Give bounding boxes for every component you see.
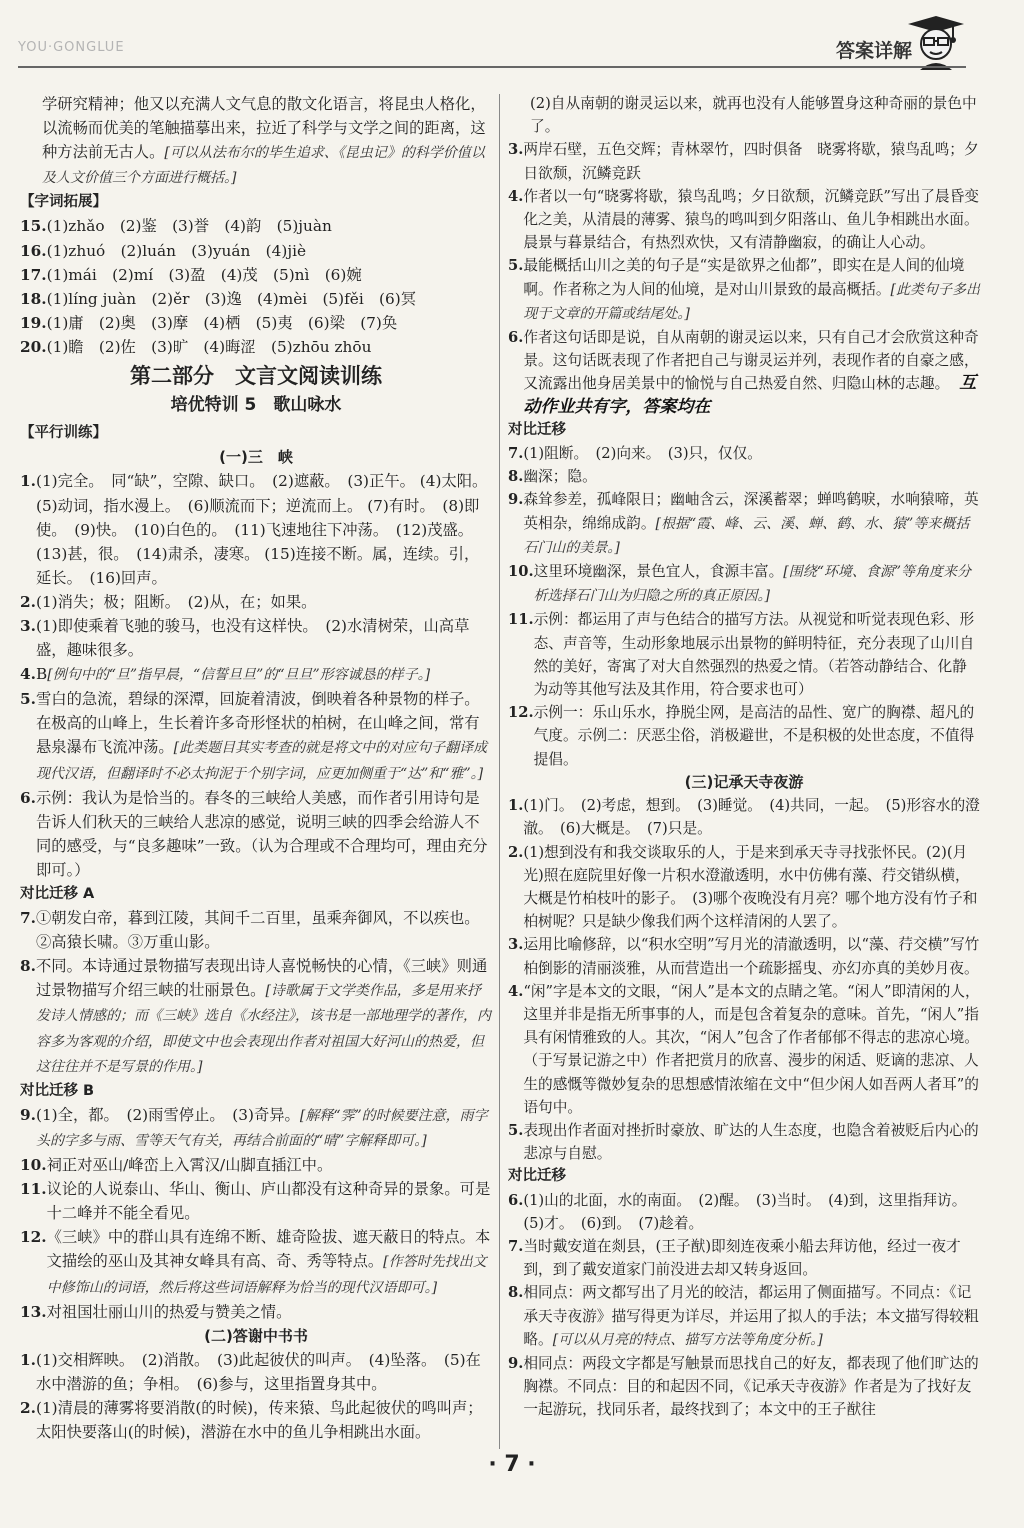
- answer-7: 7. ①朝发白帝，暮到江陵，其间千二百里，虽乘奔御风，不以疾也。②高猿长啸。③万重山影。: [20, 909, 480, 952]
- text-title-cty: (三)记承天寺夜游: [684, 772, 804, 791]
- answer-c1: 1. (1)门。 (2)考虑，想到。 (3)睡觉。 (4)共同，一起。 (5)形容水的澄澈。 (6)大概是。 (7)只是。: [508, 797, 980, 838]
- section-duibi: 对比迁移: [508, 421, 566, 438]
- answer-d7: 7. (1)阻断。 (2)向来。 (3)只，仅仅。: [508, 445, 762, 463]
- answer-c4: 4. “闲”字是本文的文眼，“闲人”是本文的点睛之笔。“闲人”即清闲的人，这里并非是指无所事事的人，而是包含着复杂的意味。首先，“闲人”指具有闲情雅致的人。其次，“闲人”包含了作者郁郁不得志的悲凉心境。（于写景记游之中）作者把赏月的欣喜、漫步的闲适、贬谪的悲凉、人生的感慨等微妙复杂的思想感情浓缩在文中“但少闲人如吾两人者耳”的语句中。: [508, 982, 980, 1116]
- list-item: 19. (1)庸 (2)奥 (3)摩 (4)栖 (5)夷 (6)梁 (7)奂: [20, 313, 398, 332]
- section-pingxing: 【平行训练】: [20, 425, 107, 442]
- list-item: 20. (1)瞻 (2)佐 (3)旷 (4)晦涩 (5)zhōu zhōu: [20, 337, 372, 356]
- answer-d4: 4. 作者以一句“晓雾将歇，猿鸟乱鸣；夕日欲颓，沉鳞竞跃”写出了晨昏变化之美，从清晨的薄雾、猿鸟的鸣叫到夕阳落山、鱼儿争相跳出水面。晨景与暮景结合，有热烈欢快，又有清静幽寂，的确让人心动。: [508, 187, 979, 252]
- answer-d11: 11. 示例：都运用了声与色结合的描写方法。从视觉和听觉表现色彩、形态、声音等，生动形象地展示出景物的鲜明特征，充分表现了山川自然的美好，寄寓了对大自然强烈的热爱之情。（若答动静结合、化静为动等其他写法及其作用，符合要求也可）: [508, 611, 975, 699]
- answer-d2: 2. (1)清晨的薄雾将要消散(的时候)，传来猿、鸟此起彼伏的鸣叫声；太阳快要落山(的时候)，潜游在水中的鱼儿争相跳出水面。: [20, 1398, 483, 1442]
- answer-13: 13. 对祖国壮丽山川的热爱与赞美之情。: [20, 1302, 292, 1321]
- answer-c3: 3. 运用比喻修辞，以“积水空明”写月光的清澈透明，以“藻、荇交横”写竹柏倒影的清丽淡雅，从而营造出一个疏影摇曳、亦幻亦真的美妙月夜。: [508, 936, 980, 977]
- answer-12: 12. 《三峡》中的群山具有连绵不断、雄奇险拔、遮天蔽日的特点。本文描绘的巫山及其神女峰具有高、奇、秀等特点。[作答时先找出文中修饰山的词语，然后将这些词语解释为恰当的现代汉语即可。]: [20, 1228, 491, 1296]
- answer-d6: 6. 作者这句话即是说，自从南朝的谢灵运以来，只有自己才会欣赏这种奇景。这句话既表现了作者把自己与谢灵运并列，表现作者的自豪之感，又流露出他身居美景中的愉悦与自己热爱自然、归隐山林的志趣。 互动作业共有字，答案均在: [508, 329, 979, 417]
- header-title: 答案详解: [835, 40, 912, 62]
- answer-d5: 5. 最能概括山川之美的句子是“实是欲界之仙都”，即实在是人间的仙境啊。作者称之为人间的仙境，是对山川景致的最高概括。[此类句子多出现于文章的开篇或结尾处。]: [508, 257, 981, 322]
- section-duibi-2: 对比迁移: [508, 1168, 566, 1185]
- right-column: [508, 92, 980, 1422]
- list-item: 15. (1)zhǎo (2)鉴 (3)誉 (4)韵 (5)juàn: [20, 217, 332, 236]
- answer-1: 1. (1)完全。 同“缺”，空隙、缺口。 (2)遮蔽。 (3)正午。 (4)太阳。 (5)动词，指水漫上。 (6)顺流而下；逆流而上。 (7)有时。 (8)即使。 (9)快。 (10)白色的。 (11)飞速地往下冲荡。 (12)茂盛。 (13)甚，很。 (14)肃杀，凄寒。 (15)连接不断。属，连续。引，延长。 (16)回声。: [20, 472, 496, 587]
- handwritten-note: 互动作业共有字，答案均在: [523, 373, 977, 417]
- answer-d10: 10. 这里环境幽深，景色宜人，食源丰富。[围绕“环境、食源”等角度来分析选择石门山为归隐之所的真正原因。]: [508, 563, 972, 605]
- answer-d2-cont: (2)自从南朝的谢灵运以来，就再也没有人能够置身这种奇丽的景色中了。: [530, 95, 977, 136]
- section-zici: 【字词拓展】: [20, 194, 107, 211]
- answer-3: 3. (1)即使乘着飞驰的骏马，也没有这样快。 (2)水清树荣，山高草盛，趣味很多。: [20, 616, 470, 660]
- answer-5: 5. 雪白的急流，碧绿的深潭，回旋着清波，倒映着各种景物的样子。在极高的山峰上，生长着许多奇形怪状的柏树，在山峰之间，常有悬泉瀑布飞流冲荡。[此类题目其实考查的就是将文中的对应句子翻译成现代汉语，但翻译时不必太拘泥于个别字词，应更加侧重于“达”和“雅”。]: [20, 690, 488, 782]
- answer-d12: 12. 示例一：乐山乐水，挣脱尘网，是高洁的品性、宽广的胸襟、超凡的气度。示例二：厌恶尘俗，消极避世，不是积极的处世态度，不值得提倡。: [508, 704, 975, 768]
- answer-2: 2. (1)消失；极；阻断。 (2)从，在；如果。: [20, 592, 317, 611]
- column-divider: [499, 94, 500, 1449]
- answer-c6: 6. (1)山的北面，水的南面。 (2)醒。 (3)当时。 (4)到，这里指拜访。 (5)才。 (6)到。 (7)趁着。: [508, 1191, 974, 1232]
- answer-c8: 8. 相同点：两文都写出了月光的皎洁，都运用了侧面描写。不同点：《记承天寺夜游》描写得更为详尽，并运用了拟人的手法；本文描写得较粗略。[可以从月亮的特点、描写方法等角度分析。]: [508, 1284, 979, 1348]
- cartoon-student-mascot-icon: [906, 14, 966, 70]
- intro-note: [可以从法布尔的毕生追求、《昆虫记》的科学价值以及人文价值三个方面进行概括。]: [42, 145, 485, 187]
- list-item: 18. (1)líng juàn (2)ěr (3)逸 (4)mèi (5)fěi (6)冥: [20, 289, 416, 308]
- answer-10: 10. 祠正对巫山/峰峦上入霄汉/山脚直插江中。: [20, 1156, 333, 1175]
- intro-paragraph: 学研究精神；他又以充满人文气息的散文化语言，将昆虫人格化，以流畅而优美的笔触描摹出来，拉近了科学与文学之间的距离，这种方法前无古人。[可以从法布尔的毕生追求、《昆虫记》的科学价值以及人文价值三个方面进行概括。]: [42, 95, 486, 187]
- answer-d8: 8. 幽深；隐。: [508, 468, 597, 486]
- page-number: · 7 ·: [488, 1452, 536, 1477]
- answer-c5: 5. 表现出作者面对挫折时豪放、旷达的人生态度，也隐含着被贬后内心的悲凉与自慰。: [508, 1121, 979, 1163]
- brand-watermark: YOU·GONGLUE: [18, 40, 125, 55]
- answer-4: 4. B[例句中的“旦”指早晨，“信誓旦旦”的“旦旦”形容诚恳的样子。]: [20, 665, 431, 684]
- answer-6: 6. 示例：我认为是恰当的。春冬的三峡给人美感，而作者引用诗句是告诉人们秋天的三峡给人悲凉的感觉，说明三峡的四季会给游人不同的感受，与“良多趣味”一致。（认为合理或不合理均可，理由充分即可。）: [20, 788, 488, 879]
- answer-8: 8. 不同。本诗通过景物描写表现出诗人喜悦畅快的心情，《三峡》则通过景物描写介绍三峡的壮丽景色。[诗歌属于文学类作品，多是用来抒发诗人情感的；而《三峡》选自《水经注》，该书是一部地理学的著作，内容多为客观的介绍，即使文中也会表现出作者对祖国大好河山的热爱，但这往往并不是写景的作用。]: [20, 957, 491, 1075]
- answer-9: 9. (1)全，都。 (2)雨雪停止。 (3)奇异。[解释“霁”的时候要注意，雨字头的字多与雨、雪等天气有关，再结合前面的“晴”字解释即可。]: [20, 1105, 488, 1149]
- answer-c7: 7. 当时戴安道在剡县，(王子猷)即刻连夜乘小船去拜访他，经过一夜才到，到了戴安道家门前没进去却又转身返回。: [508, 1237, 961, 1279]
- section-duibi-b: 对比迁移 B: [20, 1082, 95, 1099]
- answer-11: 11. 议论的人说泰山、华山、衡山、庐山都没有这种奇异的景象。可是十二峰并不能全看见。: [20, 1180, 491, 1223]
- text-title-dxzs: (二)答谢中书书: [204, 1326, 308, 1345]
- header-rule: [18, 66, 966, 68]
- answer-c9: 9. 相同点：两段文字都是写触景而思找自己的好友，都表现了他们旷达的胸襟。不同点：目的和起因不同，《记承天寺夜游》作者是为了找好友一起游玩，找同乐者，最终找到了；本文中的王子猷往: [508, 1354, 979, 1419]
- answer-d3: 3. 两岸石壁，五色交辉；青林翠竹，四时俱备 晓雾将歇，猿鸟乱鸣；夕日欲颓，沉鳞竞跃: [508, 141, 979, 182]
- left-column: [20, 92, 496, 1444]
- part-title: 第二部分 文言文阅读训练: [130, 364, 382, 389]
- answer-d1: 1. (1)交相辉映。 (2)消散。 (3)此起彼伏的叫声。 (4)坠落。 (5)在水中潜游的鱼；争相。 (6)参与，这里指置身其中。: [20, 1350, 481, 1393]
- answer-c2: 2. (1)想到没有和我交谈取乐的人，于是来到承天寺寻找张怀民。(2)(月光)照在庭院里好像一片积水澄澈透明，水中仿佛有藻、荇交错纵横，大概是竹柏枝叶的影子。 (3)哪个夜晚没有月亮？哪个地方没有竹子和柏树呢？只是缺少像我们两个这样清闲的人罢了。: [508, 843, 978, 931]
- list-item: 16. (1)zhuó (2)luán (3)yuán (4)jiè: [20, 241, 307, 260]
- list-item: 17. (1)mái (2)mí (3)盈 (4)茂 (5)nì (6)婉: [20, 265, 362, 284]
- section-duibi-a: 对比迁移 A: [20, 886, 95, 902]
- text-title-sanxia: (一)三 峡: [219, 448, 293, 467]
- unit-title: 培优特训 5 歌山咏水: [170, 395, 342, 416]
- answer-d9: 9. 森耸参差，孤峰限日；幽岫含云，深溪蓄翠；蝉鸣鹤唳，水响猿啼，英英相杂，绵绵成韵。[根据“霞、峰、云、溪、蝉、鹤、水、猿”等来概括石门山的美景。]: [508, 491, 979, 556]
